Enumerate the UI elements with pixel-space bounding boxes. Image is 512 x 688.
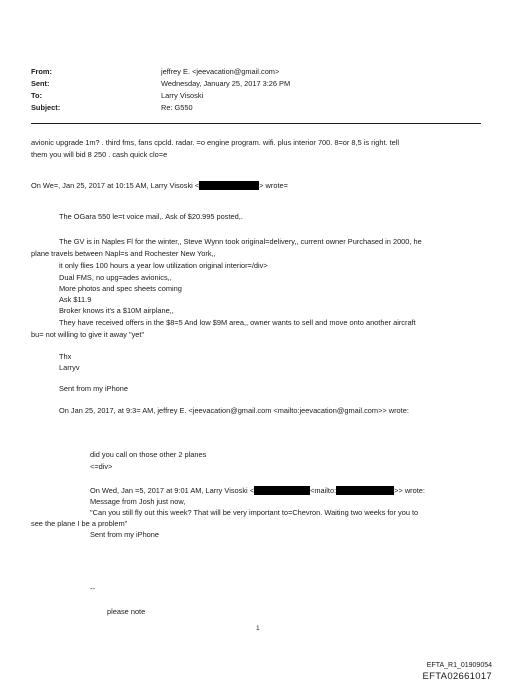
quote3-intro-text: On Wed, Jan =5, 2017 at 9:01 AM, Larry Visoski < bbox=[90, 486, 255, 495]
sent-label: Sent: bbox=[31, 79, 50, 88]
quote1-intro bbox=[31, 181, 288, 190]
please-note: please note bbox=[107, 607, 146, 616]
quote1-thx: Thx bbox=[59, 352, 72, 361]
from-label: From: bbox=[31, 67, 52, 76]
page-number: 1 bbox=[256, 625, 260, 632]
quote3-line-b: "Can you still fly out this week? That will be very important to=Chevron. Waiting two weeks for you to bbox=[90, 508, 419, 517]
to-value: Larry Visoski bbox=[161, 91, 204, 100]
subject-value: Re: G550 bbox=[161, 103, 193, 112]
bates-id-primary: EFTA02661017 bbox=[422, 671, 492, 682]
quote1-line-e: Dual FMS, no upg=ades avionics,, bbox=[59, 273, 172, 282]
quote1-sent-from: Sent from my iPhone bbox=[59, 384, 129, 393]
quote3-intro bbox=[90, 486, 425, 495]
redaction-box bbox=[199, 181, 259, 190]
quote1-line-g: Ask $11.9 bbox=[59, 295, 92, 304]
bates-id-secondary: EFTA_R1_01909054 bbox=[426, 662, 492, 669]
quote2-line-a: did you call on those other 2 planes bbox=[90, 450, 207, 459]
quote1-line-f: More photos and spec sheets coming bbox=[59, 284, 182, 293]
quote1-signature: Larryv bbox=[59, 363, 80, 372]
subject-label: Subject: bbox=[31, 103, 61, 112]
quote3-line-d: Sent from my iPhone bbox=[90, 530, 160, 539]
redaction-box bbox=[336, 486, 394, 495]
quote1-line-a: The OGara 550 le=t voice mail,. Ask of $20.995 posted,. bbox=[59, 212, 243, 221]
quote2-intro: On Jan 25, 2017, at 9:3= AM, jeffrey E. <jeevacation@gmail.com <mailto:jeevacation@gmail.com>> wrote: bbox=[59, 406, 409, 415]
redaction-box bbox=[254, 486, 310, 495]
quote3-intro-mailto: <mailto: bbox=[310, 486, 337, 495]
quote3-line-a: Message from Josh just now, bbox=[90, 497, 186, 506]
to-label: To: bbox=[31, 91, 42, 100]
from-value: jeffrey E. <jeevacation@gmail.com> bbox=[161, 67, 280, 76]
body-line-1: avionic upgrade 1m? . third fms, fans cpcld. radar. =o engine program. wifi. plus interior 700. 8=or 8,5 is right. tell bbox=[31, 138, 400, 147]
quote1-line-b: The GV is in Naples Fl for the winter,, Steve Wynn took original=delivery,, current owner Purchased in 2000, he bbox=[59, 237, 422, 246]
quote1-line-h: Broker knows it's a $10M airplane,, bbox=[59, 306, 174, 315]
signature-dashes: -- bbox=[90, 584, 95, 593]
quote1-line-c: plane travels between Napl=s and Rochester New York,, bbox=[31, 249, 216, 258]
quote2-line-b: <=div> bbox=[90, 462, 113, 471]
body-line-2: them you will bid 8 250 . cash quick clo=e bbox=[31, 150, 168, 159]
quote1-line-j: bu= not willing to give it away "yet" bbox=[31, 330, 145, 339]
quote3-intro-tail: >> wrote: bbox=[394, 486, 425, 495]
header-divider bbox=[31, 123, 481, 124]
quote1-line-d: it only flies 100 hours a year low utilization original interior=/div> bbox=[59, 261, 268, 270]
quote3-line-c: see the plane I be a problem" bbox=[31, 519, 128, 528]
sent-value: Wednesday, January 25, 2017 3:26 PM bbox=[161, 79, 291, 88]
quote1-intro-text: On We=, Jan 25, 2017 at 10:15 AM, Larry Visoski < bbox=[31, 181, 200, 190]
quote1-line-i: They have received offers in the $8=5 And low $9M area,, owner wants to sell and move onto another aircraft bbox=[59, 318, 416, 327]
quote1-intro-tail: > wrote= bbox=[259, 181, 288, 190]
